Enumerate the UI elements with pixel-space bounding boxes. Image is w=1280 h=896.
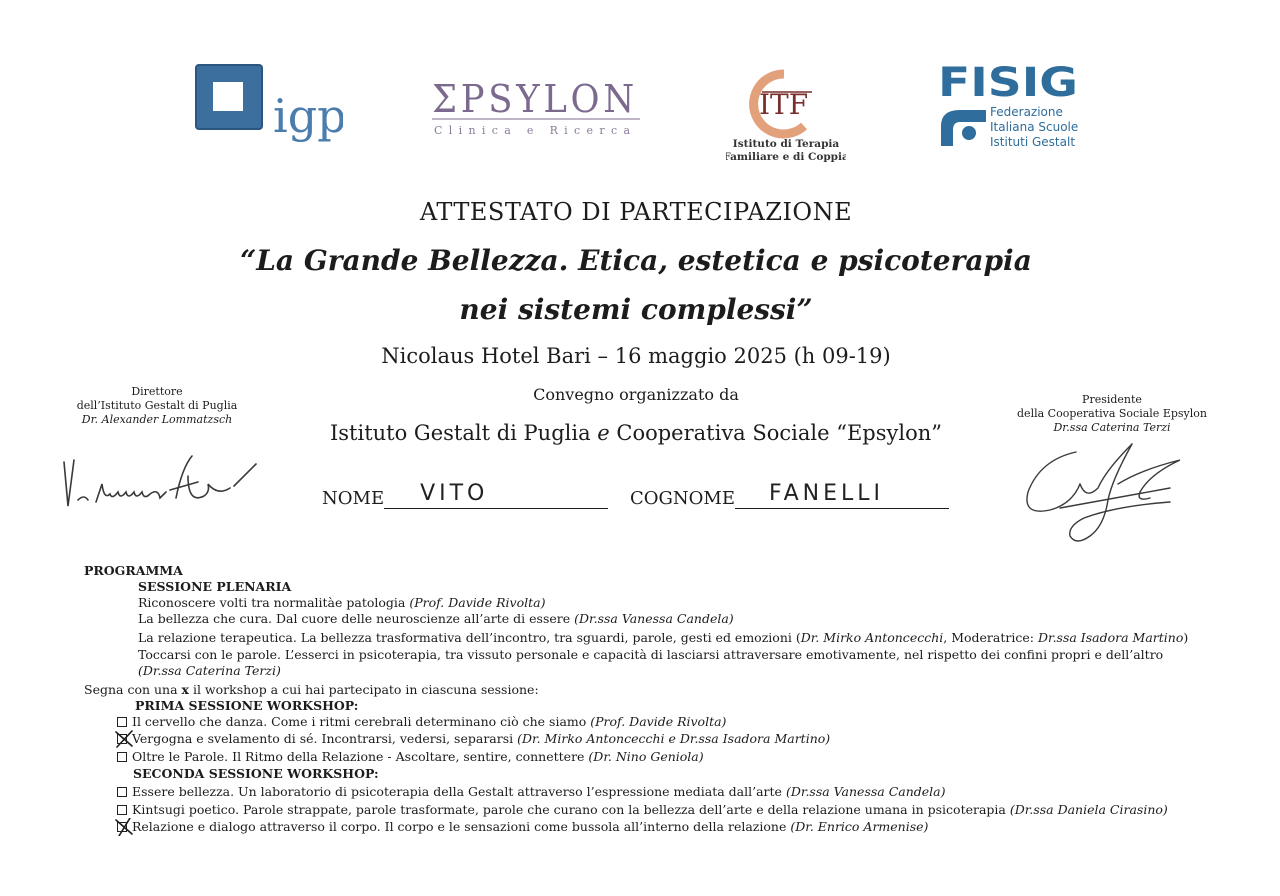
talk-moderator-label: , Moderatrice: <box>943 630 1038 645</box>
talk-close-paren: ) <box>1183 630 1189 645</box>
certificate-title: ATTESTATO DI PARTECIPAZIONE <box>419 198 853 226</box>
plenary-talk-speaker-line <box>138 663 281 679</box>
event-title-line-1: “La Grande Bellezza. Etica, estetica e psicoterapia <box>240 244 1032 277</box>
director-name: Dr. Alexander Lommatzsch <box>81 413 233 426</box>
director-role: Direttore <box>131 385 183 398</box>
cognome-label: COGNOME <box>630 488 735 509</box>
director-signature-block <box>62 385 252 427</box>
programme-heading: PROGRAMMA <box>84 563 183 578</box>
plenary-talk <box>138 611 734 627</box>
svg-text:Istituto di Terapia: Istituto di Terapia <box>732 138 840 150</box>
talk-speaker: (Dr.ssa Caterina Terzi) <box>138 663 281 678</box>
svg-text:Italiana Scuole: Italiana Scuole <box>990 120 1079 134</box>
svg-text:Familiare e di Coppia: Familiare e di Coppia <box>726 151 846 163</box>
workshop-title: Kintsugi poetico. Parole strappate, parole trasformate, parole che curano con la bellezza dell’arte e della relazione umana in psicoterapia <box>132 802 1010 817</box>
event-venue-date: Nicolaus Hotel Bari – 16 maggio 2025 (h 09-19) <box>381 344 891 368</box>
instructions-mark: x <box>181 682 189 697</box>
organizer-2: Cooperativa Sociale “Epsylon” <box>609 421 942 445</box>
igp-logo <box>193 62 343 148</box>
handwritten-x-mark-icon <box>115 730 135 748</box>
workshop-option <box>117 731 830 747</box>
svg-text:Clinica e Ricerca: Clinica e Ricerca <box>434 124 636 137</box>
workshop-checkbox-checked[interactable] <box>117 734 127 744</box>
event-title-line-2: nei sistemi complessi” <box>459 293 813 326</box>
cognome-field <box>630 480 949 510</box>
second-workshop-session-heading: SECONDA SESSIONE WORKSHOP: <box>133 766 379 781</box>
talk-speaker: Dr. Mirko Antoncecchi <box>800 630 944 645</box>
plenary-session-heading: SESSIONE PLENARIA <box>138 579 292 594</box>
workshop-speaker: (Prof. Davide Rivolta) <box>590 714 727 729</box>
organized-by-label: Convegno organizzato da <box>533 385 739 404</box>
workshop-checkbox[interactable] <box>117 752 127 762</box>
workshop-option <box>117 802 1168 818</box>
workshop-title: Relazione e dialogo attraverso il corpo. Il corpo e le sensazioni come bussola all’interno della relazione <box>132 819 791 834</box>
workshop-speaker: (Dr.ssa Vanessa Candela) <box>785 784 946 799</box>
workshop-checkbox-checked[interactable] <box>117 822 127 832</box>
first-workshop-session-heading: PRIMA SESSIONE WORKSHOP: <box>135 698 359 713</box>
president-signature-block <box>1012 393 1212 435</box>
workshop-speaker: (Dr. Mirko Antoncecchi e Dr.ssa Isadora Martino) <box>517 731 831 746</box>
nome-field <box>322 480 608 510</box>
handwritten-x-mark-icon <box>115 818 135 836</box>
workshop-option <box>117 784 946 800</box>
workshop-speaker: (Dr. Nino Geniola) <box>588 749 704 764</box>
itf-logo <box>726 66 846 166</box>
workshop-option <box>117 819 928 835</box>
plenary-talk <box>138 630 1188 646</box>
talk-title: Toccarsi con le parole. L’esserci in psicoterapia, tra vissuto personale e capacità di lasciarsi attraversare emotivamente, nel rispetto dei confini propri e dell’altro <box>138 647 1164 662</box>
cognome-value: FANELLI <box>735 480 949 509</box>
organizer-1: Istituto Gestalt di Puglia <box>329 421 598 445</box>
talk-title: La bellezza che cura. Dal cuore delle neuroscienze all’arte di essere <box>138 611 575 626</box>
workshop-title: Vergogna e svelamento di sé. Incontrarsi, vedersi, separarsi <box>132 731 518 746</box>
nome-value: VITO <box>384 480 608 509</box>
nome-label: NOME <box>322 488 385 509</box>
svg-text:ITF: ITF <box>759 88 809 121</box>
instructions-text: Segna con una <box>84 682 182 697</box>
workshop-speaker: (Dr.ssa Daniela Cirasino) <box>1009 802 1168 817</box>
svg-text:FISIG: FISIG <box>938 60 1078 106</box>
talk-speaker: (Dr.ssa Vanessa Candela) <box>574 611 734 626</box>
plenary-talk <box>138 595 546 611</box>
plenary-talk <box>138 647 1163 663</box>
svg-text:igp: igp <box>273 89 343 143</box>
president-role: Presidente <box>1082 393 1142 406</box>
epsylon-logo <box>432 76 644 142</box>
director-handwritten-signature <box>58 448 268 514</box>
talk-title: Riconoscere volti tra normalitàe patologia <box>138 595 410 610</box>
organizer-conjunction: e <box>597 421 610 445</box>
workshop-speaker: (Dr. Enrico Armenise) <box>790 819 929 834</box>
workshop-option <box>117 714 726 730</box>
svg-text:Federazione: Federazione <box>990 105 1063 119</box>
talk-title: La relazione terapeutica. La bellezza trasformativa dell’incontro, tra sguardi, parole, gesti ed emozioni ( <box>138 630 801 645</box>
president-handwritten-signature <box>1020 440 1190 546</box>
svg-text:ΣPSYLON: ΣPSYLON <box>432 77 638 121</box>
svg-text:Istituti Gestalt: Istituti Gestalt <box>990 135 1076 149</box>
workshop-title: Oltre le Parole. Il Ritmo della Relazione - Ascoltare, sentire, connettere <box>132 749 589 764</box>
talk-moderator: Dr.ssa Isadora Martino <box>1037 630 1184 645</box>
instructions-text: il workshop a cui hai partecipato in ciascuna sessione: <box>188 682 539 697</box>
workshop-checkbox[interactable] <box>117 717 127 727</box>
talk-speaker: (Prof. Davide Rivolta) <box>409 595 546 610</box>
workshop-option <box>117 749 704 765</box>
workshop-title: Essere bellezza. Un laboratorio di psicoterapia della Gestalt attraverso l’espressione mediata dall’arte <box>132 784 786 799</box>
workshop-checkbox[interactable] <box>117 805 127 815</box>
fisig-logo <box>938 60 1088 152</box>
workshop-checkbox[interactable] <box>117 787 127 797</box>
director-org: dell’Istituto Gestalt di Puglia <box>76 399 238 412</box>
workshop-title: Il cervello che danza. Come i ritmi cerebrali determinano ciò che siamo <box>132 714 591 729</box>
workshop-instructions <box>84 682 539 698</box>
president-org: della Cooperativa Sociale Epsylon <box>1017 407 1207 420</box>
president-name: Dr.ssa Caterina Terzi <box>1053 421 1171 434</box>
